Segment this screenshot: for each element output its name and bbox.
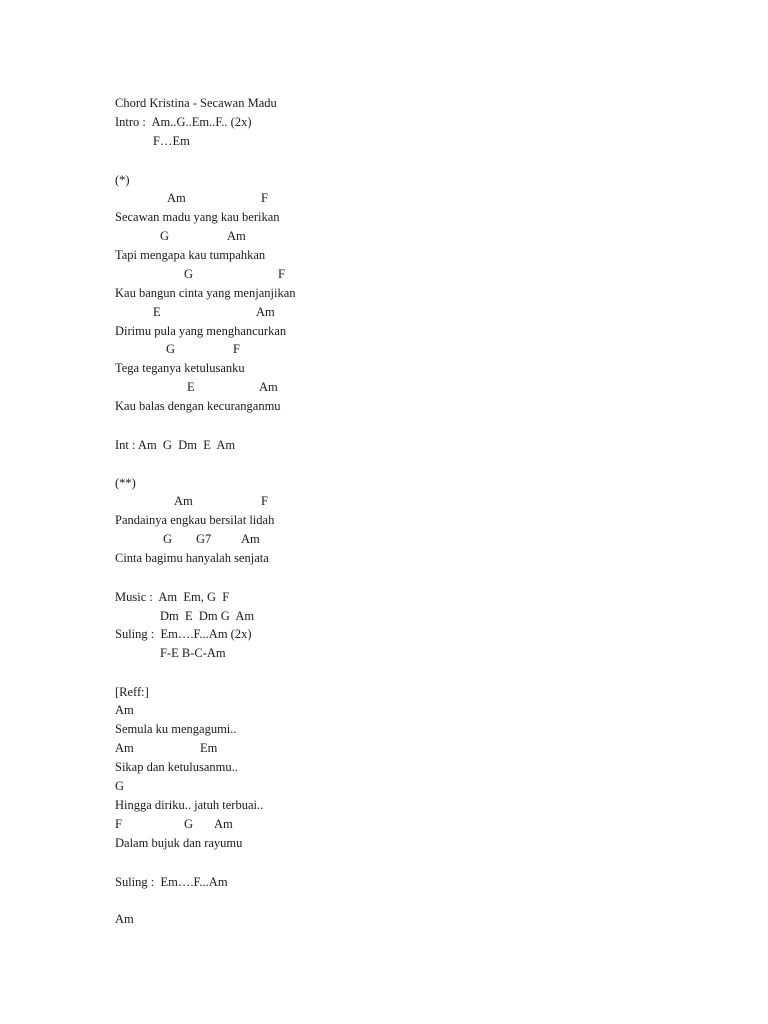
chord: F	[233, 342, 240, 356]
lyric-line: Kau bangun cinta yang menjanjikan	[115, 286, 296, 300]
chord: E	[187, 380, 195, 394]
lyric-line: Secawan madu yang kau berikan	[115, 210, 280, 224]
lyric-line: Tega teganya ketulusanku	[115, 361, 245, 375]
chord: Am	[214, 817, 233, 831]
lyric-line: Semula ku mengagumi..	[115, 722, 237, 736]
lyric-line: Pandainya engkau bersilat lidah	[115, 513, 275, 527]
lyric-line: Dirimu pula yang menghancurkan	[115, 324, 287, 338]
chord: G7	[196, 532, 212, 546]
lyric-line: Tapi mengapa kau tumpahkan	[115, 248, 266, 262]
lyric-line: Sikap dan ketulusanmu..	[115, 760, 238, 774]
suling-line-continued: F-E B-C-Am	[160, 646, 226, 660]
chord: F	[278, 267, 285, 281]
chord: Am	[167, 191, 186, 205]
interlude-line: Int : Am G Dm E Am	[115, 438, 236, 452]
lyric-line: Dalam bujuk dan rayumu	[115, 836, 243, 850]
chord: Em	[200, 741, 218, 755]
section-marker-verse: (*)	[115, 173, 130, 187]
lyric-line: Kau balas dengan kecuranganmu	[115, 399, 281, 413]
chord: Am	[241, 532, 260, 546]
chord: F	[261, 494, 268, 508]
final-chord: Am	[115, 912, 134, 926]
chord: Am	[256, 305, 275, 319]
song-title: Chord Kristina - Secawan Madu	[115, 96, 277, 110]
chord: G	[115, 779, 125, 793]
lyric-line: Hingga diriku.. jatuh terbuai..	[115, 798, 264, 812]
section-marker-verse-2: (**)	[115, 476, 136, 490]
chord: Am	[115, 741, 134, 755]
chord: G	[160, 229, 170, 243]
chord: Am	[227, 229, 246, 243]
chord: G	[184, 817, 194, 831]
chord: Am	[174, 494, 193, 508]
music-line: Music : Am Em, G F	[115, 590, 230, 604]
chord: G	[166, 342, 176, 356]
music-line-continued: Dm E Dm G Am	[160, 609, 255, 623]
chord: G	[163, 532, 173, 546]
chord: G	[184, 267, 194, 281]
suling-outro-line: Suling : Em….F...Am	[115, 875, 228, 889]
section-marker-reff: [Reff:]	[115, 685, 149, 699]
chord: F	[261, 191, 268, 205]
chord: E	[153, 305, 161, 319]
chord: Am	[115, 703, 134, 717]
intro-line-continued: F…Em	[153, 134, 190, 148]
intro-line: Intro : Am..G..Em..F.. (2x)	[115, 115, 252, 129]
chord: F	[115, 817, 122, 831]
suling-line: Suling : Em….F...Am (2x)	[115, 627, 252, 641]
lyric-line: Cinta bagimu hanyalah senjata	[115, 551, 269, 565]
chord: Am	[259, 380, 278, 394]
